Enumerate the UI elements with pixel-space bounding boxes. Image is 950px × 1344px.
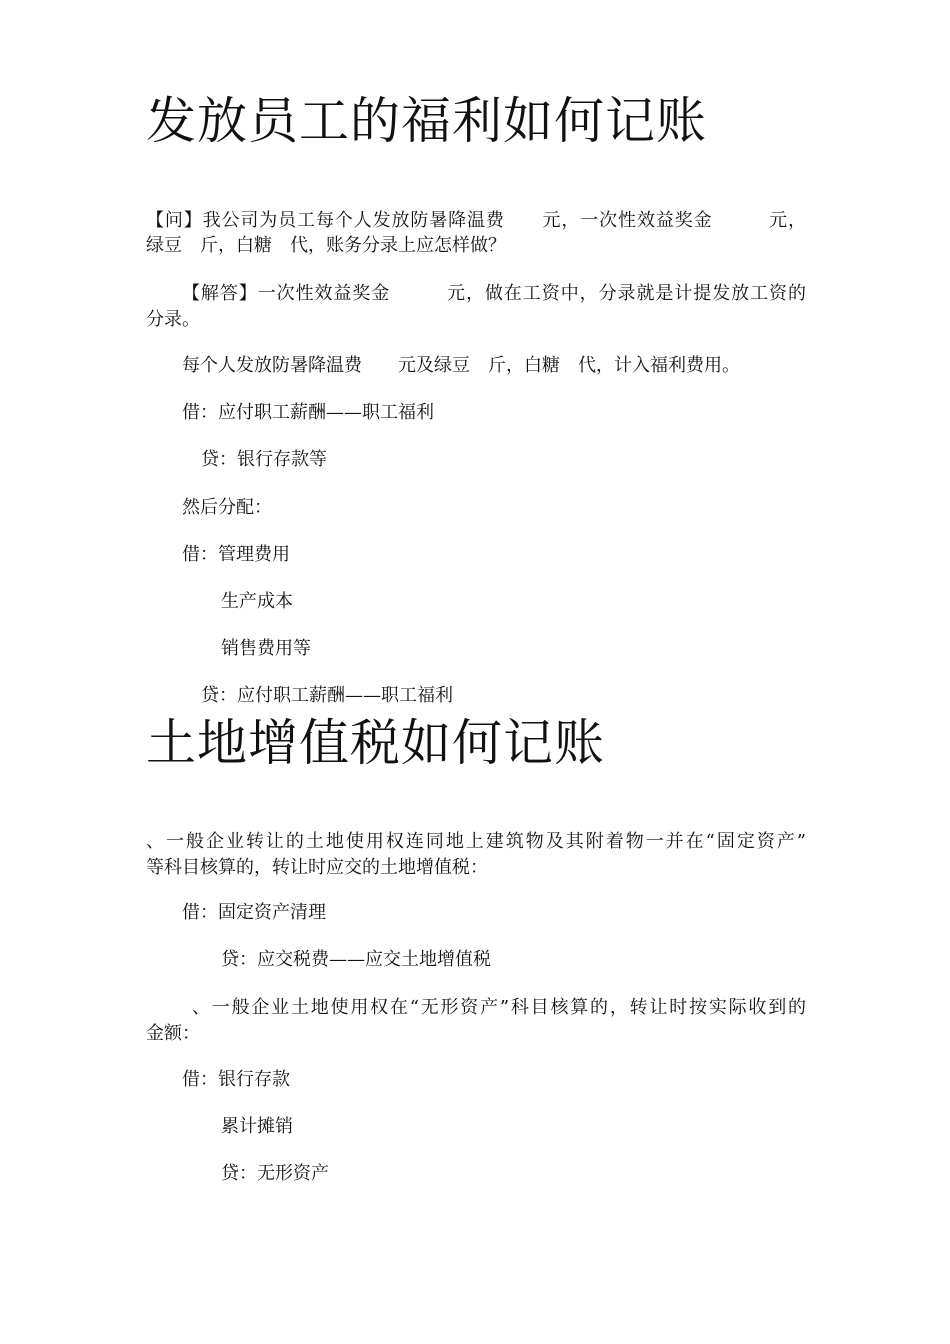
case-1-credit: 贷：应交税费——应交土地增值税 [221, 949, 491, 970]
alloc-item-2: 生产成本 [221, 591, 293, 612]
section-1-title: 发放员工的福利如何记账 [146, 92, 707, 150]
entry-debit: 借：应付职工薪酬——职工福利 [182, 402, 434, 423]
case-1-line-1: 、一般企业转让的土地使用权连同地上建筑物及其附着物一并在“固定资产” [146, 831, 806, 852]
case-1-line-2: 等科目核算的，转让时应交的土地增值税： [146, 857, 488, 878]
case-2-item-2: 累计摊销 [221, 1116, 293, 1137]
welfare-note: 每个人发放防暑降温费 元及绿豆 斤，白糖 代，计入福利费用。 [182, 355, 740, 376]
entry-credit: 贷：银行存款等 [201, 449, 327, 470]
allocate-label: 然后分配： [182, 497, 272, 518]
case-2-line-1: 、一般企业土地使用权在“无形资产”科目核算的，转让时按实际收到的 [192, 997, 806, 1018]
answer-line-2: 分录。 [146, 309, 200, 330]
case-2-debit: 借：银行存款 [182, 1069, 290, 1090]
alloc-credit: 贷：应付职工薪酬——职工福利 [201, 685, 453, 706]
question-line-2: 绿豆 斤，白糖 代，账务分录上应怎样做？ [146, 235, 506, 256]
case-1-debit: 借：固定资产清理 [182, 902, 326, 923]
section-2-title: 土地增值税如何记账 [146, 714, 605, 772]
answer-line-1: 【解答】一次性效益奖金 元，做在工资中，分录就是计提发放工资的 [182, 283, 806, 304]
question-line-1: 【问】我公司为员工每个人发放防暑降温费 元，一次性效益奖金 元， [146, 210, 806, 231]
alloc-debit: 借：管理费用 [182, 544, 290, 565]
alloc-item-3: 销售费用等 [221, 638, 311, 659]
case-2-credit: 贷：无形资产 [221, 1163, 329, 1184]
case-2-line-2: 金额： [146, 1023, 200, 1044]
